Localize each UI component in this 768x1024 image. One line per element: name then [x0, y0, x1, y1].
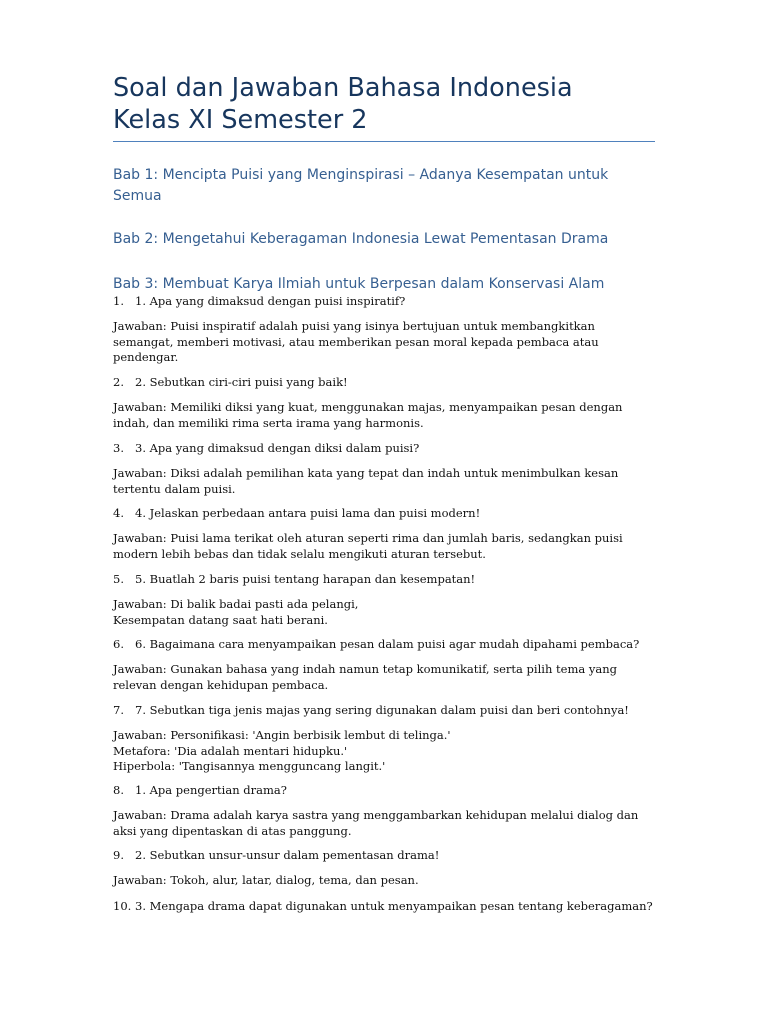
question-item [113, 441, 673, 457]
question-number: 8. [113, 783, 124, 797]
answer-line: Hiperbola: 'Tangisannya mengguncang langit.' [113, 759, 386, 773]
answer-line: Jawaban: Di balik badai pasti ada pelangi, [113, 597, 359, 611]
answer-text [113, 597, 658, 628]
title-line-2: Kelas XI Semester 2 [113, 105, 368, 135]
question-number: 9. [113, 848, 124, 862]
chapter-heading-1: Bab 1: Mencipta Puisi yang Menginspirasi – Adanya Kesempatan untuk Semua [113, 167, 609, 204]
answer-text [113, 319, 658, 366]
chapter-heading-2: Bab 2: Mengetahui Keberagaman Indonesia Lewat Pementasan Drama [113, 231, 609, 247]
question-text: 5. Buatlah 2 baris puisi tentang harapan dan kesempatan! [135, 572, 476, 586]
question-number: 10. [113, 899, 132, 913]
question-number: 1. [113, 294, 124, 308]
answer-line: Metafora: 'Dia adalah mentari hidupku.' [113, 743, 348, 758]
question-number: 6. [113, 637, 124, 651]
question-number: 7. [113, 703, 124, 717]
answer-text [113, 873, 658, 889]
question-item [113, 637, 673, 653]
question-text: 7. Sebutkan tiga jenis majas yang sering digunakan dalam puisi dan beri contohnya! [135, 703, 629, 717]
question-text: 3. Apa yang dimaksud dengan diksi dalam puisi? [135, 441, 420, 455]
answer-line: Jawaban: Puisi lama terikat oleh aturan seperti rima dan jumlah baris, sedangkan puisi modern lebih bebas dan tidak selalu mengikuti aturan tersebut. [113, 531, 623, 561]
question-item [113, 506, 673, 522]
answer-text [113, 728, 658, 775]
answer-line: Jawaban: Diksi adalah pemilihan kata yang tepat dan indah untuk menimbulkan kesan tertentu dalam puisi. [113, 466, 619, 496]
question-text: 6. Bagaimana cara menyampaikan pesan dalam puisi agar mudah dipahami pembaca? [135, 637, 640, 651]
question-number: 2. [113, 375, 124, 389]
answer-line: Jawaban: Tokoh, alur, latar, dialog, tema, dan pesan. [113, 873, 419, 887]
answer-line: Jawaban: Puisi inspiratif adalah puisi yang isinya bertujuan untuk membangkitkan semangat, memberi motivasi, atau memberikan pesan moral kepada pembaca atau pendengar. [113, 319, 599, 364]
question-number: 5. [113, 572, 124, 586]
question-item [113, 703, 673, 719]
question-text: 1. Apa yang dimaksud dengan puisi inspiratif? [135, 294, 406, 308]
question-number: 3. [113, 441, 124, 455]
answer-text [113, 808, 658, 839]
question-item [113, 848, 673, 864]
answer-line: Jawaban: Drama adalah karya sastra yang menggambarkan kehidupan melalui dialog dan aksi yang dipentaskan di atas panggung. [113, 808, 639, 838]
answer-line: Jawaban: Personifikasi: 'Angin berbisik lembut di telinga.' [113, 728, 451, 742]
question-text: 1. Apa pengertian drama? [135, 783, 287, 797]
answer-text [113, 662, 658, 693]
answer-text [113, 400, 658, 431]
question-number: 4. [113, 506, 124, 520]
title-divider [113, 141, 655, 142]
question-text: 2. Sebutkan unsur-unsur dalam pementasan drama! [135, 848, 440, 862]
question-item [113, 783, 673, 799]
answer-text [113, 466, 658, 497]
question-item [113, 572, 673, 588]
question-text: 2. Sebutkan ciri-ciri puisi yang baik! [135, 375, 348, 389]
question-text: 4. Jelaskan perbedaan antara puisi lama dan puisi modern! [135, 506, 481, 520]
question-item [113, 899, 673, 915]
title-line-1: Soal dan Jawaban Bahasa Indonesia [113, 73, 573, 103]
chapter-heading-3: Bab 3: Membuat Karya Ilmiah untuk Berpesan dalam Konservasi Alam [113, 276, 605, 292]
document-title [113, 72, 658, 136]
answer-text [113, 531, 658, 562]
question-text: 3. Mengapa drama dapat digunakan untuk menyampaikan pesan tentang keberagaman? [135, 899, 653, 913]
answer-line: Jawaban: Memiliki diksi yang kuat, menggunakan majas, menyampaikan pesan dengan indah, dan memiliki rima serta irama yang harmonis. [113, 400, 623, 430]
question-item [113, 294, 673, 310]
question-item [113, 375, 673, 391]
answer-line: Jawaban: Gunakan bahasa yang indah namun tetap komunikatif, serta pilih tema yang relevan dengan kehidupan pembaca. [113, 662, 617, 692]
answer-line: Kesempatan datang saat hati berani. [113, 612, 328, 627]
